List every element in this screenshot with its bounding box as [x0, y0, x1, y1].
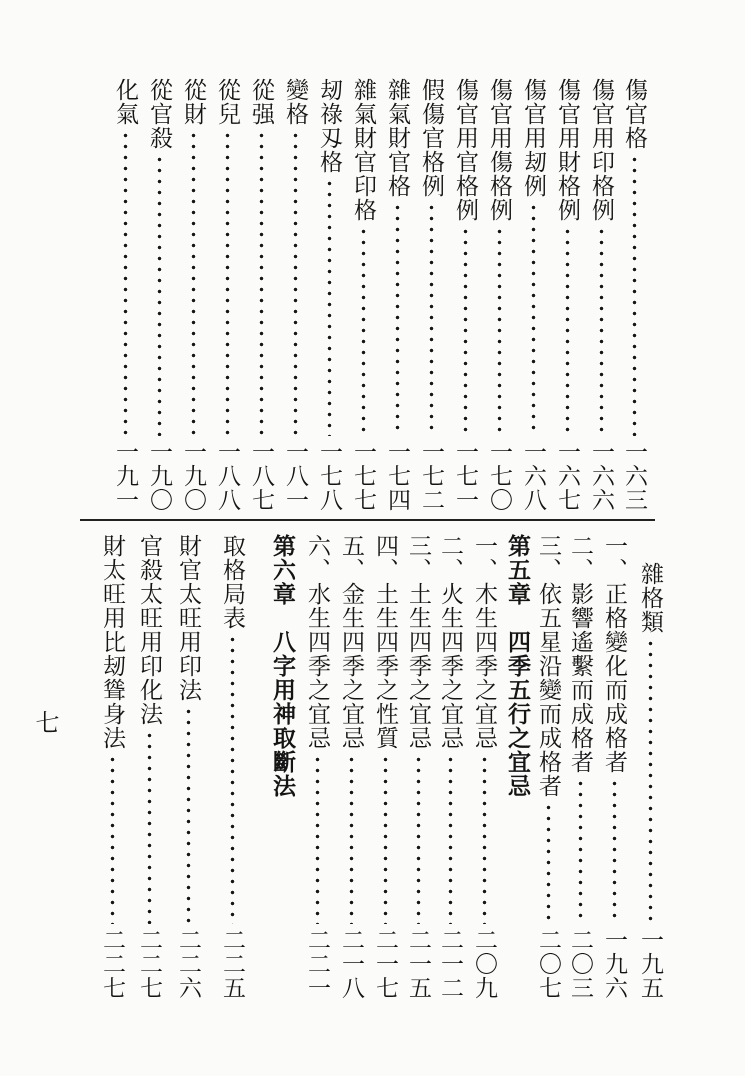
toc-entry — [95, 534, 129, 1000]
entry-title: 二、火生四季之宜忌 — [437, 534, 463, 750]
section-divider — [80, 519, 655, 521]
toc-entry — [176, 78, 210, 512]
toc-entry — [467, 534, 501, 1000]
dot-leader — [327, 178, 332, 436]
dot-leader — [497, 226, 502, 436]
page-number: 七 — [31, 710, 59, 734]
dot-leader — [612, 778, 617, 924]
entry-page-number: 二二六 — [175, 928, 201, 1000]
toc-entry — [278, 78, 312, 512]
entry-title: 從財 — [180, 78, 206, 126]
dot-leader — [482, 754, 487, 924]
entry-page-number: 二〇九 — [471, 928, 497, 1000]
entry-title: 從强 — [248, 78, 274, 126]
entry-page-number: 二二一 — [304, 928, 330, 1000]
toc-entry — [380, 78, 414, 512]
toc-entry — [401, 534, 435, 1000]
entry-page-number: 二二七 — [99, 928, 125, 1000]
entry-title: 財太旺用比刼聳身法 — [99, 534, 125, 750]
toc-entry — [516, 78, 550, 512]
toc-entry — [142, 78, 176, 512]
toc-entry — [312, 78, 346, 512]
entry-title: 二、影響遙繫而成格者 — [567, 534, 593, 774]
dot-leader — [157, 154, 162, 436]
dot-leader — [383, 754, 388, 924]
entry-page-number: 一九〇 — [180, 440, 206, 512]
entry-page-number: 二二五 — [219, 928, 245, 1000]
entry-page-number: 一七七 — [350, 440, 376, 512]
dot-leader — [315, 754, 320, 924]
chapter-title: 第六章 八字用神取斷法 — [269, 534, 296, 798]
entry-title: 傷官用刼例 — [520, 78, 546, 198]
entry-page-number: 一六六 — [588, 440, 614, 512]
dot-leader — [123, 130, 128, 436]
entry-title: 三、土生四季之宜忌 — [405, 534, 431, 750]
toc-entry — [215, 534, 249, 1000]
dot-leader — [531, 202, 536, 436]
entry-title: 假傷官格例 — [418, 78, 444, 198]
entry-page-number: 一六三 — [621, 440, 647, 512]
entry-title: 刼祿刄格 — [316, 78, 342, 174]
dot-leader — [429, 202, 434, 436]
dot-leader — [110, 754, 115, 924]
entry-title: 雜氣財官印格 — [350, 78, 376, 222]
dot-leader — [448, 754, 453, 924]
entry-page-number: 一七一 — [452, 440, 478, 512]
entry-title: 財官太旺用印法 — [175, 534, 201, 702]
entry-page-number: 二一五 — [405, 928, 431, 1000]
toc-entry — [108, 78, 142, 512]
entry-page-number: 一七二 — [418, 440, 444, 512]
toc-entry — [448, 78, 482, 512]
entry-title: 從兒 — [214, 78, 240, 126]
toc-entry — [414, 78, 448, 512]
toc-entry — [633, 562, 667, 1000]
entry-title: 變格 — [282, 78, 308, 126]
entry-title: 傷官用官格例 — [452, 78, 478, 222]
toc-entry — [368, 534, 402, 1000]
toc-entry — [531, 534, 565, 1000]
toc-entry — [550, 78, 584, 512]
toc-entry — [171, 534, 205, 1000]
toc-entry — [210, 78, 244, 512]
entry-title: 四、土生四季之性質 — [372, 534, 398, 750]
entry-title: 五、金生四季之宜忌 — [338, 534, 364, 750]
entry-page-number: 一八八 — [214, 440, 240, 512]
entry-title: 傷官用財格例 — [554, 78, 580, 222]
entry-title: 六、水生四季之宜忌 — [304, 534, 330, 750]
dot-leader — [648, 638, 653, 924]
toc-entry — [433, 534, 467, 1000]
entry-title: 從官殺 — [146, 78, 172, 150]
chapter-heading — [500, 534, 534, 1000]
entry-title: 三、依五星沿變而成格者 — [535, 534, 561, 798]
dot-leader — [565, 226, 570, 436]
entry-page-number: 二〇三 — [567, 928, 593, 1000]
entry-page-number: 一七八 — [316, 440, 342, 512]
dot-leader — [186, 706, 191, 924]
entry-title: 傷官用傷格例 — [486, 78, 512, 222]
entry-page-number: 一六七 — [554, 440, 580, 512]
entry-page-number: 一七〇 — [486, 440, 512, 512]
dot-leader — [463, 226, 468, 436]
toc-entry — [334, 534, 368, 1000]
entry-page-number: 二一七 — [372, 928, 398, 1000]
entry-title: 一、正格變化而成格者 — [601, 534, 627, 774]
entry-page-number: 一八一 — [282, 440, 308, 512]
entry-page-number: 一七四 — [384, 440, 410, 512]
entry-page-number: 二二七 — [136, 928, 162, 1000]
dot-leader — [225, 130, 230, 436]
entry-page-number: 二一二 — [437, 928, 463, 1000]
entry-title: 雜格類 — [637, 562, 663, 634]
entry-page-number: 一九〇 — [146, 440, 172, 512]
entry-title: 雜氣財官格 — [384, 78, 410, 198]
entry-page-number: 一九五 — [637, 928, 663, 1000]
dot-leader — [416, 754, 421, 924]
toc-entry — [244, 78, 278, 512]
entry-page-number: 一九六 — [601, 928, 627, 1000]
entry-page-number: 二〇七 — [535, 928, 561, 1000]
toc-entry — [617, 78, 651, 512]
dot-leader — [578, 778, 583, 924]
toc-entry — [300, 534, 334, 1000]
dot-leader — [395, 202, 400, 436]
dot-leader — [361, 226, 366, 436]
entry-page-number: 一九一 — [112, 440, 138, 512]
dot-leader — [632, 154, 637, 436]
dot-leader — [230, 634, 235, 924]
dot-leader — [259, 130, 264, 436]
entry-title: 取格局表 — [219, 534, 245, 630]
dot-leader — [191, 130, 196, 436]
dot-leader — [546, 802, 551, 924]
entry-title: 傷官格 — [621, 78, 647, 150]
toc-entry — [584, 78, 618, 512]
toc-entry — [597, 534, 631, 1000]
dot-leader — [599, 226, 604, 436]
dot-leader — [147, 730, 152, 924]
entry-page-number: 一八七 — [248, 440, 274, 512]
dot-leader — [349, 754, 354, 924]
dot-leader — [293, 130, 298, 436]
entry-title: 化氣 — [112, 78, 138, 126]
toc-entry — [563, 534, 597, 1000]
toc-entry — [346, 78, 380, 512]
entry-title: 傷官用印格例 — [588, 78, 614, 222]
entry-title: 官殺太旺用印化法 — [136, 534, 162, 726]
chapter-title: 第五章 四季五行之宜忌 — [504, 534, 531, 798]
entry-page-number: 二一八 — [338, 928, 364, 1000]
chapter-heading — [265, 534, 299, 1000]
toc-entry — [132, 534, 166, 1000]
toc-entry — [482, 78, 516, 512]
entry-title: 一、木生四季之宜忌 — [471, 534, 497, 750]
entry-page-number: 一六八 — [520, 440, 546, 512]
